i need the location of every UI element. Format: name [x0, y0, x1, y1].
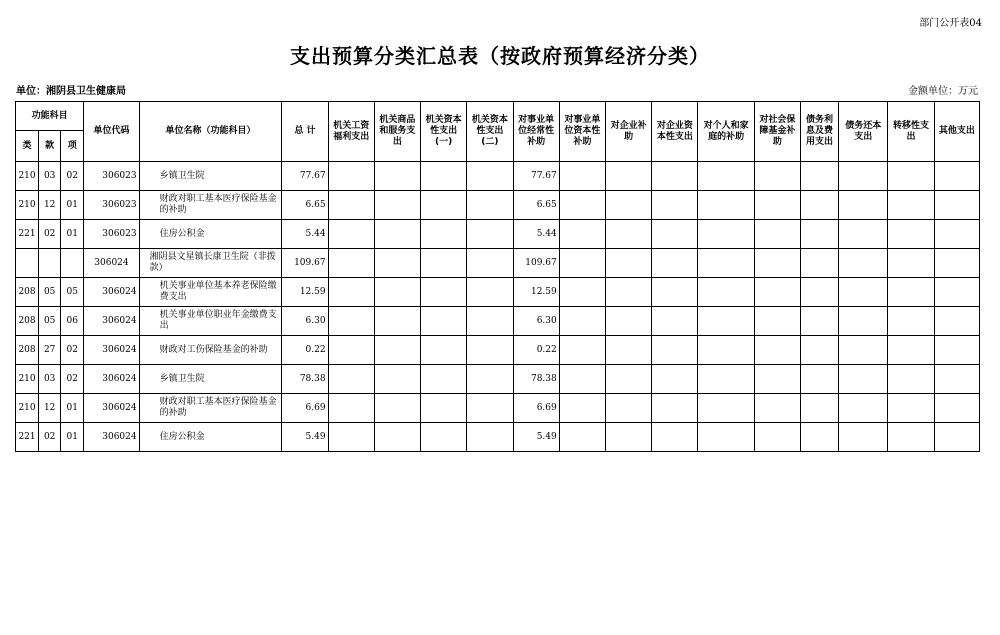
header-col: 转移性支出	[888, 102, 934, 162]
cell-empty	[421, 365, 467, 394]
cell-empty	[934, 394, 979, 423]
cell-empty	[374, 162, 420, 191]
cell-empty	[839, 278, 888, 307]
cell-xiang: 02	[61, 365, 84, 394]
cell-empty	[934, 423, 979, 452]
cell-empty	[839, 365, 888, 394]
cell-empty	[467, 365, 513, 394]
cell-empty	[328, 249, 374, 278]
cell-empty	[800, 278, 838, 307]
cell-name: 财政对工伤保险基金的补助	[139, 336, 282, 365]
cell-xiang: 06	[61, 307, 84, 336]
cell-subsidy: 77.67	[513, 162, 559, 191]
cell-empty	[328, 365, 374, 394]
amount-unit-label: 金额单位：万元	[908, 86, 978, 97]
cell-subsidy: 0.22	[513, 336, 559, 365]
cell-subsidy: 12.59	[513, 278, 559, 307]
cell-kuan: 05	[39, 278, 61, 307]
cell-empty	[652, 249, 698, 278]
cell-empty	[605, 365, 651, 394]
cell-empty	[934, 220, 979, 249]
cell-empty	[467, 220, 513, 249]
cell-empty	[374, 394, 420, 423]
cell-subsidy: 6.30	[513, 307, 559, 336]
cell-kuan: 05	[39, 307, 61, 336]
cell-code: 306023	[84, 162, 139, 191]
table-row	[16, 307, 980, 336]
table-row	[16, 191, 980, 220]
cell-empty	[559, 249, 605, 278]
cell-xiang: 02	[61, 162, 84, 191]
cell-empty	[754, 336, 800, 365]
cell-empty	[934, 162, 979, 191]
cell-code: 306024	[84, 278, 139, 307]
cell-empty	[754, 162, 800, 191]
cell-empty	[467, 394, 513, 423]
cell-empty	[652, 423, 698, 452]
header-col: 机关商品和服务支出	[374, 102, 420, 162]
cell-name: 乡镇卫生院	[139, 162, 282, 191]
table-row	[16, 249, 980, 278]
header-col: 机关资本性支出(一)	[421, 102, 467, 162]
cell-kuan: 02	[39, 220, 61, 249]
header-col: 机关工资福利支出	[328, 102, 374, 162]
cell-empty	[698, 191, 754, 220]
cell-empty	[754, 307, 800, 336]
header-col: 其他支出	[934, 102, 979, 162]
cell-total: 6.30	[282, 307, 328, 336]
cell-empty	[559, 394, 605, 423]
cell-code: 306023	[84, 220, 139, 249]
cell-empty	[421, 249, 467, 278]
cell-empty	[754, 249, 800, 278]
table-row	[16, 423, 980, 452]
cell-empty	[328, 278, 374, 307]
cell-empty	[559, 162, 605, 191]
cell-empty	[605, 394, 651, 423]
cell-empty	[421, 191, 467, 220]
cell-empty	[698, 249, 754, 278]
cell-empty	[839, 191, 888, 220]
cell-kuan: 03	[39, 162, 61, 191]
cell-empty	[698, 394, 754, 423]
cell-empty	[839, 249, 888, 278]
cell-subsidy: 109.67	[513, 249, 559, 278]
cell-empty	[374, 220, 420, 249]
cell-empty	[467, 307, 513, 336]
cell-empty	[559, 307, 605, 336]
cell-empty	[888, 191, 934, 220]
header-col: 对企业补助	[605, 102, 651, 162]
cell-empty	[605, 423, 651, 452]
header-xiang: 项	[61, 131, 84, 162]
cell-empty	[467, 191, 513, 220]
cell-xiang: 01	[61, 220, 84, 249]
cell-code: 306024	[84, 336, 139, 365]
form-number: 部门公开表04	[919, 18, 982, 29]
cell-empty	[888, 423, 934, 452]
cell-empty	[605, 336, 651, 365]
header-code: 单位代码	[84, 102, 139, 162]
table-row	[16, 162, 980, 191]
header-col: 对事业单位资本性补助	[559, 102, 605, 162]
cell-total: 5.44	[282, 220, 328, 249]
cell-empty	[754, 191, 800, 220]
cell-empty	[328, 423, 374, 452]
cell-empty	[888, 249, 934, 278]
cell-lei: 208	[16, 278, 39, 307]
table-row	[16, 365, 980, 394]
cell-empty	[605, 307, 651, 336]
cell-empty	[374, 307, 420, 336]
cell-empty	[652, 162, 698, 191]
cell-lei: 210	[16, 162, 39, 191]
cell-empty	[839, 307, 888, 336]
cell-code: 306024	[84, 365, 139, 394]
cell-empty	[374, 365, 420, 394]
cell-subsidy: 5.49	[513, 423, 559, 452]
cell-empty	[652, 394, 698, 423]
cell-empty	[839, 423, 888, 452]
header-col: 机关资本性支出(二)	[467, 102, 513, 162]
table-row	[16, 278, 980, 307]
cell-xiang: 01	[61, 191, 84, 220]
cell-empty	[888, 336, 934, 365]
cell-name: 财政对职工基本医疗保险基金的补助	[139, 394, 282, 423]
cell-kuan: 12	[39, 394, 61, 423]
cell-kuan: 02	[39, 423, 61, 452]
cell-empty	[374, 336, 420, 365]
cell-empty	[888, 220, 934, 249]
cell-empty	[698, 423, 754, 452]
cell-empty	[421, 336, 467, 365]
cell-name: 机关事业单位职业年金缴费支出	[139, 307, 282, 336]
cell-empty	[754, 423, 800, 452]
cell-name: 住房公积金	[139, 423, 282, 452]
cell-empty	[698, 365, 754, 394]
cell-empty	[328, 336, 374, 365]
cell-empty	[559, 278, 605, 307]
cell-empty	[754, 278, 800, 307]
cell-name: 财政对职工基本医疗保险基金的补助	[139, 191, 282, 220]
cell-kuan	[39, 249, 61, 278]
cell-empty	[467, 162, 513, 191]
cell-total: 6.65	[282, 191, 328, 220]
cell-empty	[467, 336, 513, 365]
cell-empty	[467, 278, 513, 307]
cell-empty	[888, 394, 934, 423]
cell-lei: 210	[16, 365, 39, 394]
cell-empty	[605, 278, 651, 307]
cell-empty	[605, 191, 651, 220]
cell-empty	[421, 278, 467, 307]
cell-name: 机关事业单位基本养老保险缴费支出	[139, 278, 282, 307]
cell-empty	[467, 423, 513, 452]
cell-total: 0.22	[282, 336, 328, 365]
cell-empty	[800, 336, 838, 365]
table-row	[16, 220, 980, 249]
cell-xiang: 01	[61, 394, 84, 423]
cell-empty	[605, 220, 651, 249]
cell-subsidy: 5.44	[513, 220, 559, 249]
header-col: 债务利息及费用支出	[800, 102, 838, 162]
cell-code: 306024	[84, 394, 139, 423]
cell-empty	[754, 365, 800, 394]
cell-empty	[800, 162, 838, 191]
cell-empty	[754, 394, 800, 423]
cell-code: 306024	[84, 307, 139, 336]
cell-empty	[800, 191, 838, 220]
cell-empty	[559, 191, 605, 220]
cell-empty	[652, 191, 698, 220]
cell-empty	[421, 307, 467, 336]
cell-empty	[467, 249, 513, 278]
cell-lei	[16, 249, 39, 278]
cell-empty	[888, 365, 934, 394]
header-col: 对个人和家庭的补助	[698, 102, 754, 162]
cell-empty	[839, 336, 888, 365]
cell-empty	[652, 365, 698, 394]
cell-total: 5.49	[282, 423, 328, 452]
cell-empty	[800, 249, 838, 278]
cell-subsidy: 78.38	[513, 365, 559, 394]
cell-xiang: 02	[61, 336, 84, 365]
cell-name: 住房公积金	[139, 220, 282, 249]
cell-empty	[800, 423, 838, 452]
cell-lei: 208	[16, 336, 39, 365]
cell-empty	[839, 394, 888, 423]
cell-empty	[374, 278, 420, 307]
cell-empty	[934, 307, 979, 336]
cell-empty	[559, 365, 605, 394]
cell-total: 78.38	[282, 365, 328, 394]
cell-code: 306024	[84, 423, 139, 452]
header-col: 对企业资本性支出	[652, 102, 698, 162]
cell-name: 乡镇卫生院	[139, 365, 282, 394]
cell-empty	[421, 220, 467, 249]
cell-empty	[328, 162, 374, 191]
cell-empty	[934, 278, 979, 307]
cell-empty	[559, 423, 605, 452]
cell-empty	[800, 220, 838, 249]
cell-total: 109.67	[282, 249, 328, 278]
cell-empty	[839, 220, 888, 249]
cell-empty	[374, 423, 420, 452]
cell-empty	[605, 249, 651, 278]
cell-empty	[421, 423, 467, 452]
cell-empty	[888, 278, 934, 307]
cell-empty	[698, 278, 754, 307]
cell-xiang	[61, 249, 84, 278]
cell-kuan: 12	[39, 191, 61, 220]
cell-empty	[652, 307, 698, 336]
cell-empty	[652, 220, 698, 249]
cell-subsidy: 6.65	[513, 191, 559, 220]
cell-empty	[934, 365, 979, 394]
cell-lei: 210	[16, 394, 39, 423]
cell-lei: 221	[16, 423, 39, 452]
header-col: 债务还本支出	[839, 102, 888, 162]
cell-empty	[800, 394, 838, 423]
cell-xiang: 05	[61, 278, 84, 307]
cell-empty	[374, 191, 420, 220]
cell-empty	[888, 162, 934, 191]
header-name: 单位名称（功能科目）	[139, 102, 282, 162]
cell-subsidy: 6.69	[513, 394, 559, 423]
cell-xiang: 01	[61, 423, 84, 452]
cell-total: 77.67	[282, 162, 328, 191]
cell-empty	[421, 162, 467, 191]
cell-empty	[652, 278, 698, 307]
cell-empty	[559, 220, 605, 249]
cell-empty	[698, 162, 754, 191]
cell-total: 6.69	[282, 394, 328, 423]
header-col: 对社会保障基金补助	[754, 102, 800, 162]
cell-empty	[559, 336, 605, 365]
cell-code: 306024	[84, 249, 139, 278]
cell-empty	[421, 394, 467, 423]
cell-empty	[888, 307, 934, 336]
cell-empty	[800, 365, 838, 394]
cell-empty	[605, 162, 651, 191]
cell-kuan: 27	[39, 336, 61, 365]
cell-empty	[698, 220, 754, 249]
cell-empty	[652, 336, 698, 365]
cell-lei: 210	[16, 191, 39, 220]
cell-empty	[328, 394, 374, 423]
cell-empty	[934, 336, 979, 365]
cell-empty	[934, 191, 979, 220]
cell-name: 湘阴县文星镇长康卫生院（非拨款）	[139, 249, 282, 278]
cell-empty	[328, 191, 374, 220]
cell-empty	[800, 307, 838, 336]
cell-empty	[698, 307, 754, 336]
cell-empty	[328, 220, 374, 249]
cell-empty	[698, 336, 754, 365]
cell-empty	[934, 249, 979, 278]
cell-empty	[839, 162, 888, 191]
cell-kuan: 03	[39, 365, 61, 394]
unit-label: 单位：湘阴县卫生健康局	[16, 86, 126, 97]
table-row	[16, 394, 980, 423]
header-col: 对事业单位经常性补助	[513, 102, 559, 162]
header-lei: 类	[16, 131, 39, 162]
header-kuan: 款	[39, 131, 61, 162]
page-title: 支出预算分类汇总表（按政府预算经济分类）	[290, 44, 710, 68]
header-func-group: 功能科目	[16, 102, 84, 131]
cell-empty	[328, 307, 374, 336]
budget-table	[15, 101, 980, 452]
cell-lei: 208	[16, 307, 39, 336]
cell-lei: 221	[16, 220, 39, 249]
table-row	[16, 336, 980, 365]
cell-total: 12.59	[282, 278, 328, 307]
cell-empty	[754, 220, 800, 249]
header-total: 总 计	[282, 102, 328, 162]
cell-empty	[374, 249, 420, 278]
cell-code: 306023	[84, 191, 139, 220]
